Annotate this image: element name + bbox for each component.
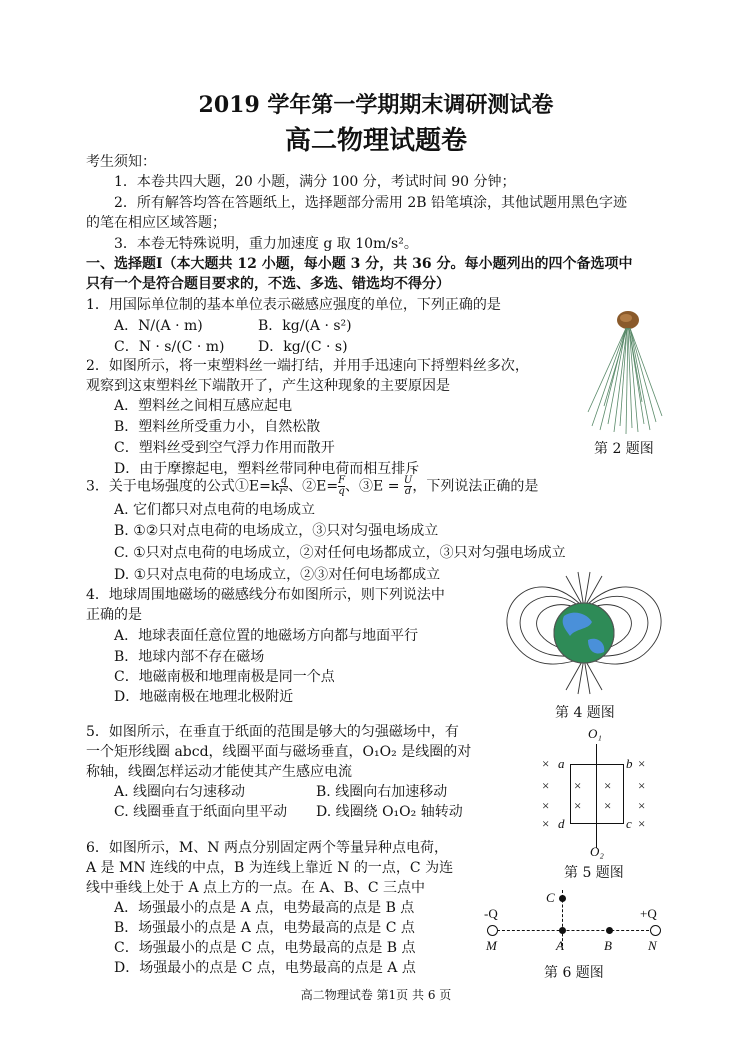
q5-option-a: A. 线圈向右匀速移动 xyxy=(114,784,246,800)
notice-item-2-cont: 的笔在相应区域答题； xyxy=(86,215,226,231)
field-cross: × xyxy=(574,778,582,793)
q4-stem-cont: 正确的是 xyxy=(86,607,142,623)
q5-stem-cont-2: 称轴，线圈怎样运动才能使其产生感应电流 xyxy=(86,764,352,780)
q6-stem: 6．如图所示，M、N 两点分别固定两个等量异种点电荷， xyxy=(86,840,448,856)
label-o1: O₁ xyxy=(588,726,602,741)
label-a: a xyxy=(558,756,565,771)
q1-stem: 1．用国际单位制的基本单位表示磁感应强度的单位，下列正确的是 xyxy=(86,297,501,313)
q4-option-b: B．地球内部不存在磁场 xyxy=(114,649,265,665)
plastic-strands-figure xyxy=(582,306,672,436)
q3-option-b: B. ①②只对点电荷的电场成立，③只对匀强电场成立 xyxy=(114,523,439,539)
field-cross: × xyxy=(638,816,646,831)
line-mn xyxy=(492,930,654,931)
q4-option-c: C．地磁南极和地理南极是同一个点 xyxy=(114,669,335,685)
q3-formula-1-fraction xyxy=(279,476,288,497)
q2-option-d: D．由于摩擦起电，塑料丝带同种电荷而相互排斥 xyxy=(114,461,420,477)
charge-n xyxy=(650,925,661,936)
label-b: B xyxy=(604,938,612,953)
q6-option-b: B．场强最小的点是 A 点，电势最高的点是 C 点 xyxy=(114,920,415,936)
point-c xyxy=(559,895,566,902)
q3-stem-mid-2: 、③E = xyxy=(345,478,404,495)
q2-option-b: B．塑料丝所受重力小，自然松散 xyxy=(114,419,321,435)
point-b xyxy=(606,927,613,934)
page-footer: 高二物理试卷 第1页 共 6 页 xyxy=(300,988,452,1002)
q3-stem-mid-1: 、②E= xyxy=(288,478,339,495)
q4-figure-caption: 第 4 题图 xyxy=(555,705,615,721)
label-c: c xyxy=(626,816,632,831)
charge-m xyxy=(487,925,498,936)
q5-figure-caption: 第 5 题图 xyxy=(564,865,624,881)
q3-formula-1-numerator: q xyxy=(280,475,287,486)
q3-option-a: A. 它们都只对点电荷的电场成立 xyxy=(114,502,316,518)
field-cross: × xyxy=(638,756,646,771)
field-cross: × xyxy=(604,778,612,793)
field-cross: × xyxy=(574,798,582,813)
field-cross: × xyxy=(638,778,646,793)
q3-stem-pre: 3．关于电场强度的公式①E=k xyxy=(86,478,280,495)
q3-formula-3-numerator: U xyxy=(403,475,413,486)
q3-stem xyxy=(86,476,538,500)
field-cross: × xyxy=(542,756,550,771)
notice-item-3: 3．本卷无特殊说明，重力加速度 g 取 10m/s²。 xyxy=(114,236,418,252)
label-d: d xyxy=(558,816,565,831)
q5-option-c: C. 线圈垂直于纸面向里平动 xyxy=(114,804,288,820)
q1-option-d: D．kg/(C · s) xyxy=(258,339,348,355)
q1-option-a: A．N/(A · m) xyxy=(114,318,203,334)
q6-stem-cont-1: A 是 MN 连线的中点，B 为连线上靠近 N 的一点，C 为连 xyxy=(86,860,454,876)
q1-option-b: B．kg/(A · s²) xyxy=(258,318,352,334)
label-b: b xyxy=(626,756,633,771)
point-a xyxy=(559,927,566,934)
q2-stem-cont: 观察到这束塑料丝下端散开了，产生这种现象的主要原因是 xyxy=(86,378,450,394)
label-pos-q: +Q xyxy=(640,906,657,921)
q3-stem-post: ，下列说法正确的是 xyxy=(412,478,539,495)
paper-subtitle: 高二物理试题卷 xyxy=(284,126,467,156)
q3-formula-2-fraction xyxy=(338,476,345,497)
field-cross: × xyxy=(542,778,550,793)
q6-option-c: C．场强最小的点是 C 点，电势最高的点是 B 点 xyxy=(114,940,416,956)
q1-option-c: C．N · s/(C · m) xyxy=(114,339,225,355)
q4-option-d: D．地磁南极在地理北极附近 xyxy=(114,689,294,705)
field-cross: × xyxy=(542,816,550,831)
q2-option-c: C．塑料丝受到空气浮力作用而散开 xyxy=(114,440,335,456)
q5-stem-cont-1: 一个矩形线圈 abcd，线圈平面与磁场垂直，O₁O₂ 是线圈的对 xyxy=(86,744,472,760)
coil-abcd xyxy=(570,764,624,824)
q2-figure-caption: 第 2 题图 xyxy=(594,441,654,457)
label-m: M xyxy=(486,938,497,953)
q3-formula-2-denominator: q xyxy=(338,486,345,497)
field-cross: × xyxy=(638,798,646,813)
notice-item-2: 2．所有解答均答在答题纸上，选择题部分需用 2B 铅笔填涂，其他试题用黑色字迹 xyxy=(114,195,628,211)
q5-stem: 5．如图所示，在垂直于纸面的范围是够大的匀强磁场中，有 xyxy=(86,724,459,740)
exam-title: 2019 学年第一学期期末调研测试卷 xyxy=(198,92,554,118)
q4-option-a: A．地球表面任意位置的地磁场方向都与地面平行 xyxy=(114,628,419,644)
q2-stem: 2．如图所示，将一束塑料丝一端打结，并用手迅速向下捋塑料丝多次， xyxy=(86,358,529,374)
q6-option-a: A．场强最小的点是 A 点，电势最高的点是 B 点 xyxy=(114,900,415,916)
earth-magnetic-field-figure xyxy=(496,568,672,698)
label-n: N xyxy=(648,938,657,953)
coil-in-field-figure xyxy=(530,726,670,862)
section-heading: 一、选择题Ⅰ（本大题共 12 小题，每小题 3 分，共 36 分。每小题列出的四个备选项中 xyxy=(86,256,633,272)
q5-option-b: B. 线圈向右加速移动 xyxy=(316,784,448,800)
q3-option-c: C. ①只对点电荷的电场成立，②对任何电场都成立，③只对匀强电场成立 xyxy=(114,545,566,561)
q5-option-d: D. 线圈绕 O₁O₂ 轴转动 xyxy=(316,804,463,820)
field-cross: × xyxy=(604,798,612,813)
q3-formula-1-denominator: r² xyxy=(279,486,289,497)
label-neg-q: -Q xyxy=(484,906,498,921)
label-o2: O₂ xyxy=(590,844,604,859)
q3-formula-2-numerator: F xyxy=(338,475,346,486)
charges-figure xyxy=(480,886,670,958)
q4-stem: 4．地球周围地磁场的磁感线分布如图所示，则下列说法中 xyxy=(86,587,445,603)
label-c: C xyxy=(546,890,555,905)
q6-stem-cont-2: 线中垂线上处于 A 点上方的一点。在 A、B、C 三点中 xyxy=(86,880,426,896)
q6-figure-caption: 第 6 题图 xyxy=(544,965,604,981)
q6-option-d: D．场强最小的点是 C 点，电势最高的点是 A 点 xyxy=(114,960,416,976)
q2-option-a: A．塑料丝之间相互感应起电 xyxy=(114,398,293,414)
notice-item-1: 1．本卷共四大题，20 小题，满分 100 分，考试时间 90 分钟； xyxy=(114,174,516,190)
q3-option-d: D. ①只对点电荷的电场成立，②③对任何电场都成立 xyxy=(114,567,441,583)
q3-formula-3-denominator: d xyxy=(404,486,412,497)
section-heading-cont: 只有一个是符合题目要求的，不选、多选、错选均不得分） xyxy=(86,276,450,292)
notice-heading: 考生须知： xyxy=(86,154,156,170)
field-cross: × xyxy=(542,798,550,813)
label-a: A xyxy=(556,938,564,953)
